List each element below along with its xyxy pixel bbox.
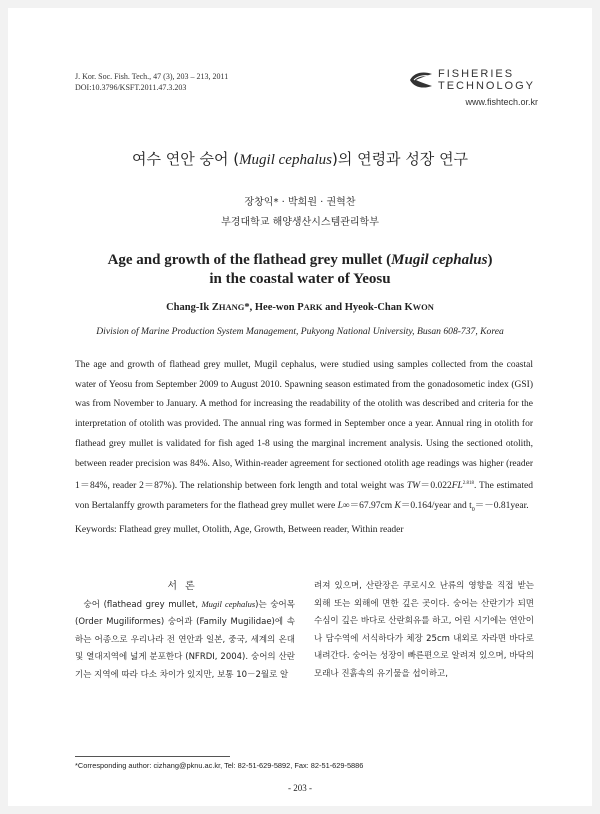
corresponding-author-footnote: *Corresponding author: cizhang@pknu.ac.kr, Tel: 82-51-629-5892, Fax: 82-51-629-5886 (75, 761, 364, 770)
english-affiliation: Division of Marine Production System Management, Pukyong National University, Busan 608-737, Korea (96, 326, 504, 337)
journal-logo (408, 68, 538, 107)
korean-authors: 장창익* · 박희원 · 권혁찬 (244, 197, 356, 208)
journal-url[interactable]: www.fishtech.or.kr (465, 97, 538, 107)
logo-line-2: TECHNOLOGY (438, 80, 536, 92)
english-authors: Chang-Ik ZHANG*, Hee-won PARK and Hyeok-Chan KWON (166, 302, 434, 313)
section-heading: 서론 (167, 581, 203, 592)
fish-logo-icon (408, 70, 434, 90)
doi-line: DOI:10.3796/KSFT.2011.47.3.203 (75, 83, 187, 92)
korean-title: 여수 연안 숭어 (Mugil cephalus)의 연령과 성장 연구 (131, 150, 469, 168)
species-name: Mugil cephalus (239, 152, 332, 168)
citation-line: J. Kor. Soc. Fish. Tech., 47 (3), 203 – 213, 2011 (75, 72, 229, 81)
korean-affiliation: 부경대학교 해양생산시스템관리학부 (221, 217, 379, 228)
body-column-right: 려져 있으며, 산란장은 쿠로시오 난류의 영향을 직접 받는 외해 또는 외해에 면한 깊은 곳이다. 숭어는 산란기가 되면 수심이 깊은 바다로 산란회유를 하고, 어린 시기에는 연안이나 담수역에 서식하다가 체장 25cm 내외로 자라면 바다로 내려간다. 숭어는 성장이 빠른편으로 알려져 있으며, 바닥의 모래나 진흙속의 유기물을 섭이하고, (314, 581, 534, 679)
species-name: Mugil cephalus (391, 252, 488, 268)
logo-line-1: FISHERIES (438, 68, 515, 80)
english-title: Age and growth of the flathead grey mullet (Mugil cephalus) in the coastal water of Yeosu (107, 252, 493, 287)
body-paragraph: 숭어 (flathead grey mullet, Mugil cephalus)는 숭어목 (Order Mugiliformes) 숭어과 (Family Mugilidae)에 속하는 어종으로 우리나라 전 연안과 일본, 중국, 세계의 온대 및 열대지역에 넓게 분포한다 (NFRDI, 2004). 숭어의 산란기는 지역에 따라 다소 차이가 있지만, 보통 10－2월로 알 (75, 598, 295, 680)
footnote-divider (75, 756, 230, 757)
abstract: The age and growth of flathead grey mullet, Mugil cephalus, were studied using samples collected from the coastal water of Yeosu from September 2009 to August 2010. Spawning season estimated from the gonadosometic index (GSI) was from November to January. A method for increasing the readability of the otolith was described and criteria for the interpretation of otolith was provided. The annual ring was formed in September once a year. Annual ring in otolith for flathead grey mullet is validated for fish aged 1-8 using the marginal increment analysis. Using the sectioned otolith, between reader precision was 84%. Also, Within-reader agreement for sectioned otolith age readings was higher (reader 1＝84%, reader 2＝87%). The relationship between fork length and total weight was $TW=0.022FL^{2.818}$. The estimated von Bertalanffy growth parameters for the flathead grey mullet were L∞＝67.97cm K＝0.164/year and $t_0=-0.81year$. (75, 360, 533, 513)
journal-citation (75, 71, 228, 93)
body-column-left (75, 578, 295, 684)
paper-page (8, 8, 592, 806)
page-number: - 203 - (288, 783, 312, 793)
keywords: Keywords: Flathead grey mullet, Otolith, Age, Growth, Between reader, Within reader (75, 525, 404, 535)
